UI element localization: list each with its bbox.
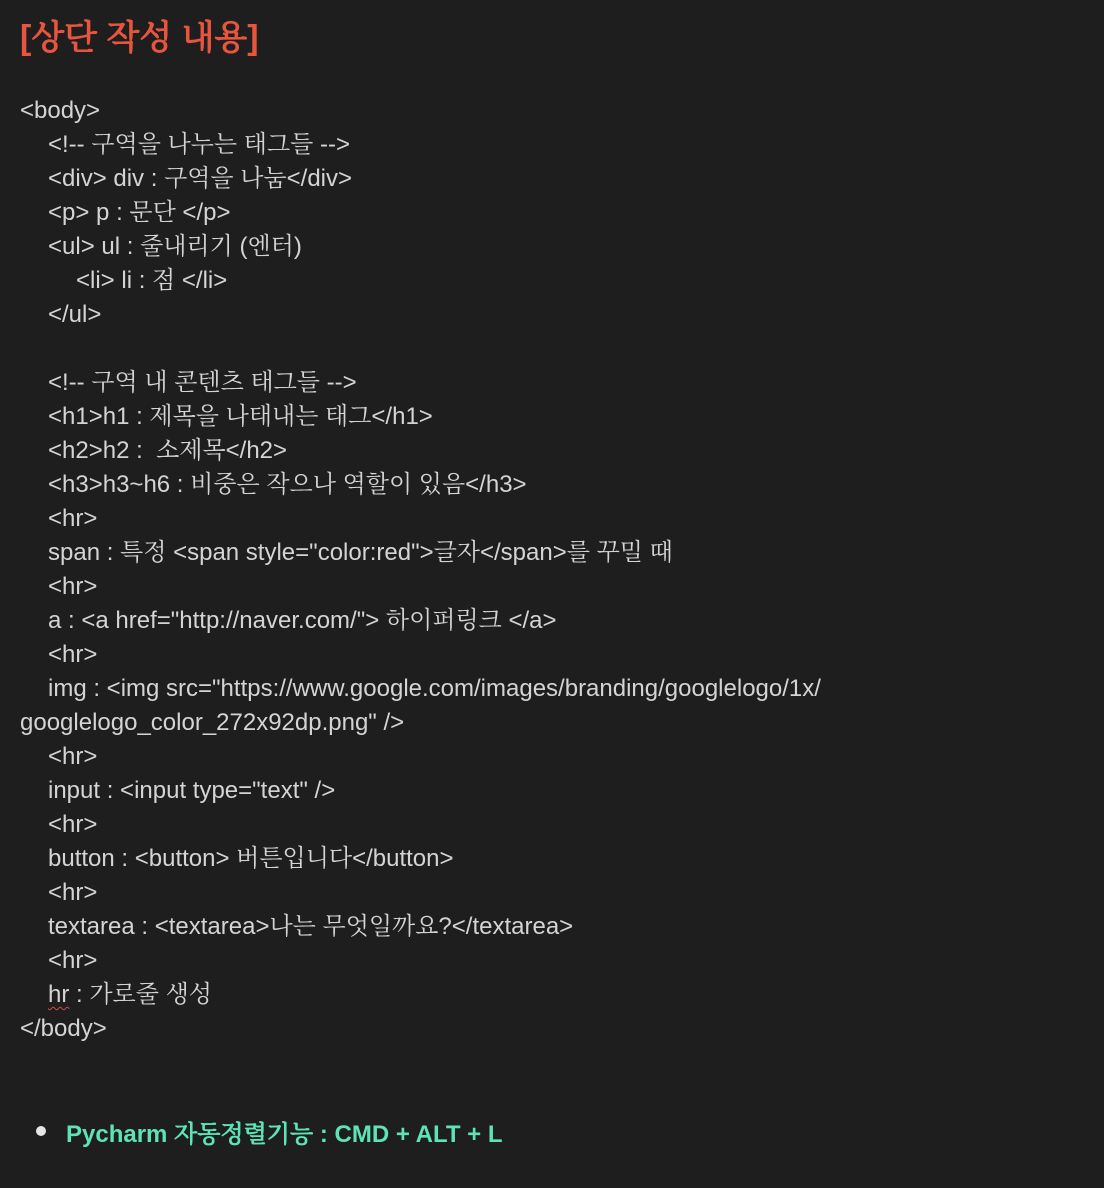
code-line: <!-- 구역을 나누는 태그들 -->	[48, 131, 350, 158]
code-line: <hr>	[48, 641, 98, 668]
code-line: <hr>	[48, 947, 98, 974]
code-line: </body>	[20, 1015, 107, 1042]
code-line: <h3>h3~h6 : 비중은 작으나 역할이 있음</h3>	[48, 471, 527, 498]
code-line: <h2>h2 : 소제목</h2>	[48, 437, 288, 464]
code-line	[20, 978, 1080, 1012]
code-line: <hr>	[48, 743, 98, 770]
code-line: <hr>	[48, 811, 98, 838]
code-line: textarea : <textarea>나는 무엇일까요?</textarea>	[48, 913, 574, 940]
code-line-empty	[20, 332, 1080, 366]
code-line: <body>	[20, 97, 101, 124]
code-line: </ul>	[48, 301, 102, 328]
code-line: <hr>	[48, 879, 98, 906]
code-line: button : <button> 버튼입니다</button>	[48, 845, 454, 872]
code-line: a : <a href="http://naver.com/"> 하이퍼링크 </a>	[48, 607, 557, 634]
bullet-icon	[36, 1126, 46, 1136]
code-line: <hr>	[48, 573, 98, 600]
code-block	[20, 94, 1080, 1046]
code-line: <div> div : 구역을 나눔</div>	[48, 165, 353, 192]
section-heading: [상단 작성 내용]	[20, 19, 259, 57]
code-text: : 가로줄 생성	[69, 981, 212, 1008]
code-line: img : <img src="https://www.google.com/images/branding/googlelogo/1x/	[48, 675, 821, 702]
code-line: <!-- 구역 내 콘텐츠 태그들 -->	[48, 369, 357, 396]
code-line: <ul> ul : 줄내리기 (엔터)	[48, 233, 302, 260]
code-line: <h1>h1 : 제목을 나태내는 태그</h1>	[48, 403, 433, 430]
code-line: <hr>	[48, 505, 98, 532]
spellcheck-word[interactable]: hr	[48, 981, 70, 1008]
code-line: span : 특정 <span style="color:red">글자</span>를 꾸밀 때	[48, 539, 673, 566]
bullet-text: Pycharm 자동정렬기능 : CMD + ALT + L	[66, 1120, 503, 1148]
code-line-wrapped: googlelogo_color_272x92dp.png" />	[20, 709, 405, 736]
code-line: <li> li : 점 </li>	[76, 267, 228, 294]
code-line: input : <input type="text" />	[48, 777, 336, 804]
code-line: <p> p : 문단 </p>	[48, 199, 231, 226]
bullet-list-item	[36, 1114, 503, 1148]
